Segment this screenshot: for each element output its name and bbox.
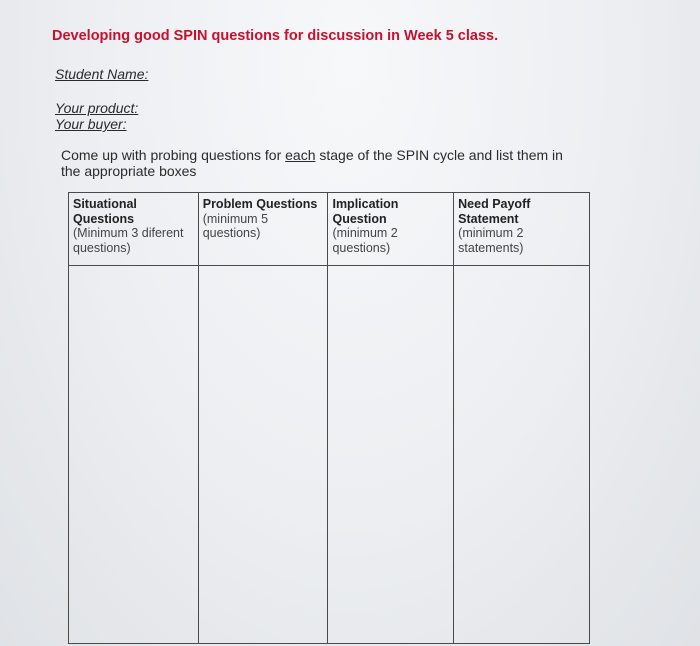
your-buyer-label: Your buyer: — [55, 116, 127, 132]
header-need-payoff — [454, 193, 590, 266]
instructions-before: Come up with probing questions for — [61, 147, 286, 163]
student-name-label: Student Name: — [55, 66, 149, 82]
instructions-after: stage of the SPIN cycle and list them in the appropriate boxes — [61, 147, 563, 179]
header-situational-note: (Minimum 3 diferent questions) — [73, 226, 184, 255]
header-situational — [69, 193, 199, 266]
answer-cell-problem[interactable] — [198, 266, 328, 644]
answer-cell-situational[interactable] — [69, 266, 199, 644]
header-implication-note: (minimum 2 questions) — [332, 226, 398, 255]
header-implication-title: Implication Question — [332, 197, 399, 226]
header-implication — [328, 193, 454, 266]
header-problem-title: Problem Questions — [202, 197, 318, 211]
spin-table — [68, 192, 590, 644]
answer-cell-implication[interactable] — [328, 266, 454, 644]
header-problem — [198, 193, 328, 266]
header-need-payoff-note: (minimum 2 statements) — [458, 226, 524, 255]
header-need-payoff-title: Need Payoff Statement — [458, 197, 531, 226]
table-header-row — [69, 193, 590, 266]
instructions-text — [61, 147, 581, 179]
document-title: Developing good SPIN questions for discussion in Week 5 class. — [52, 28, 499, 44]
answer-cell-need-payoff[interactable] — [454, 266, 590, 644]
header-situational-title: Situational Questions — [73, 197, 137, 226]
instructions-emphasis: each — [285, 147, 316, 163]
table-answer-row — [69, 266, 590, 644]
header-problem-note: (minimum 5 questions) — [202, 211, 269, 240]
your-product-label: Your product: — [55, 100, 139, 116]
